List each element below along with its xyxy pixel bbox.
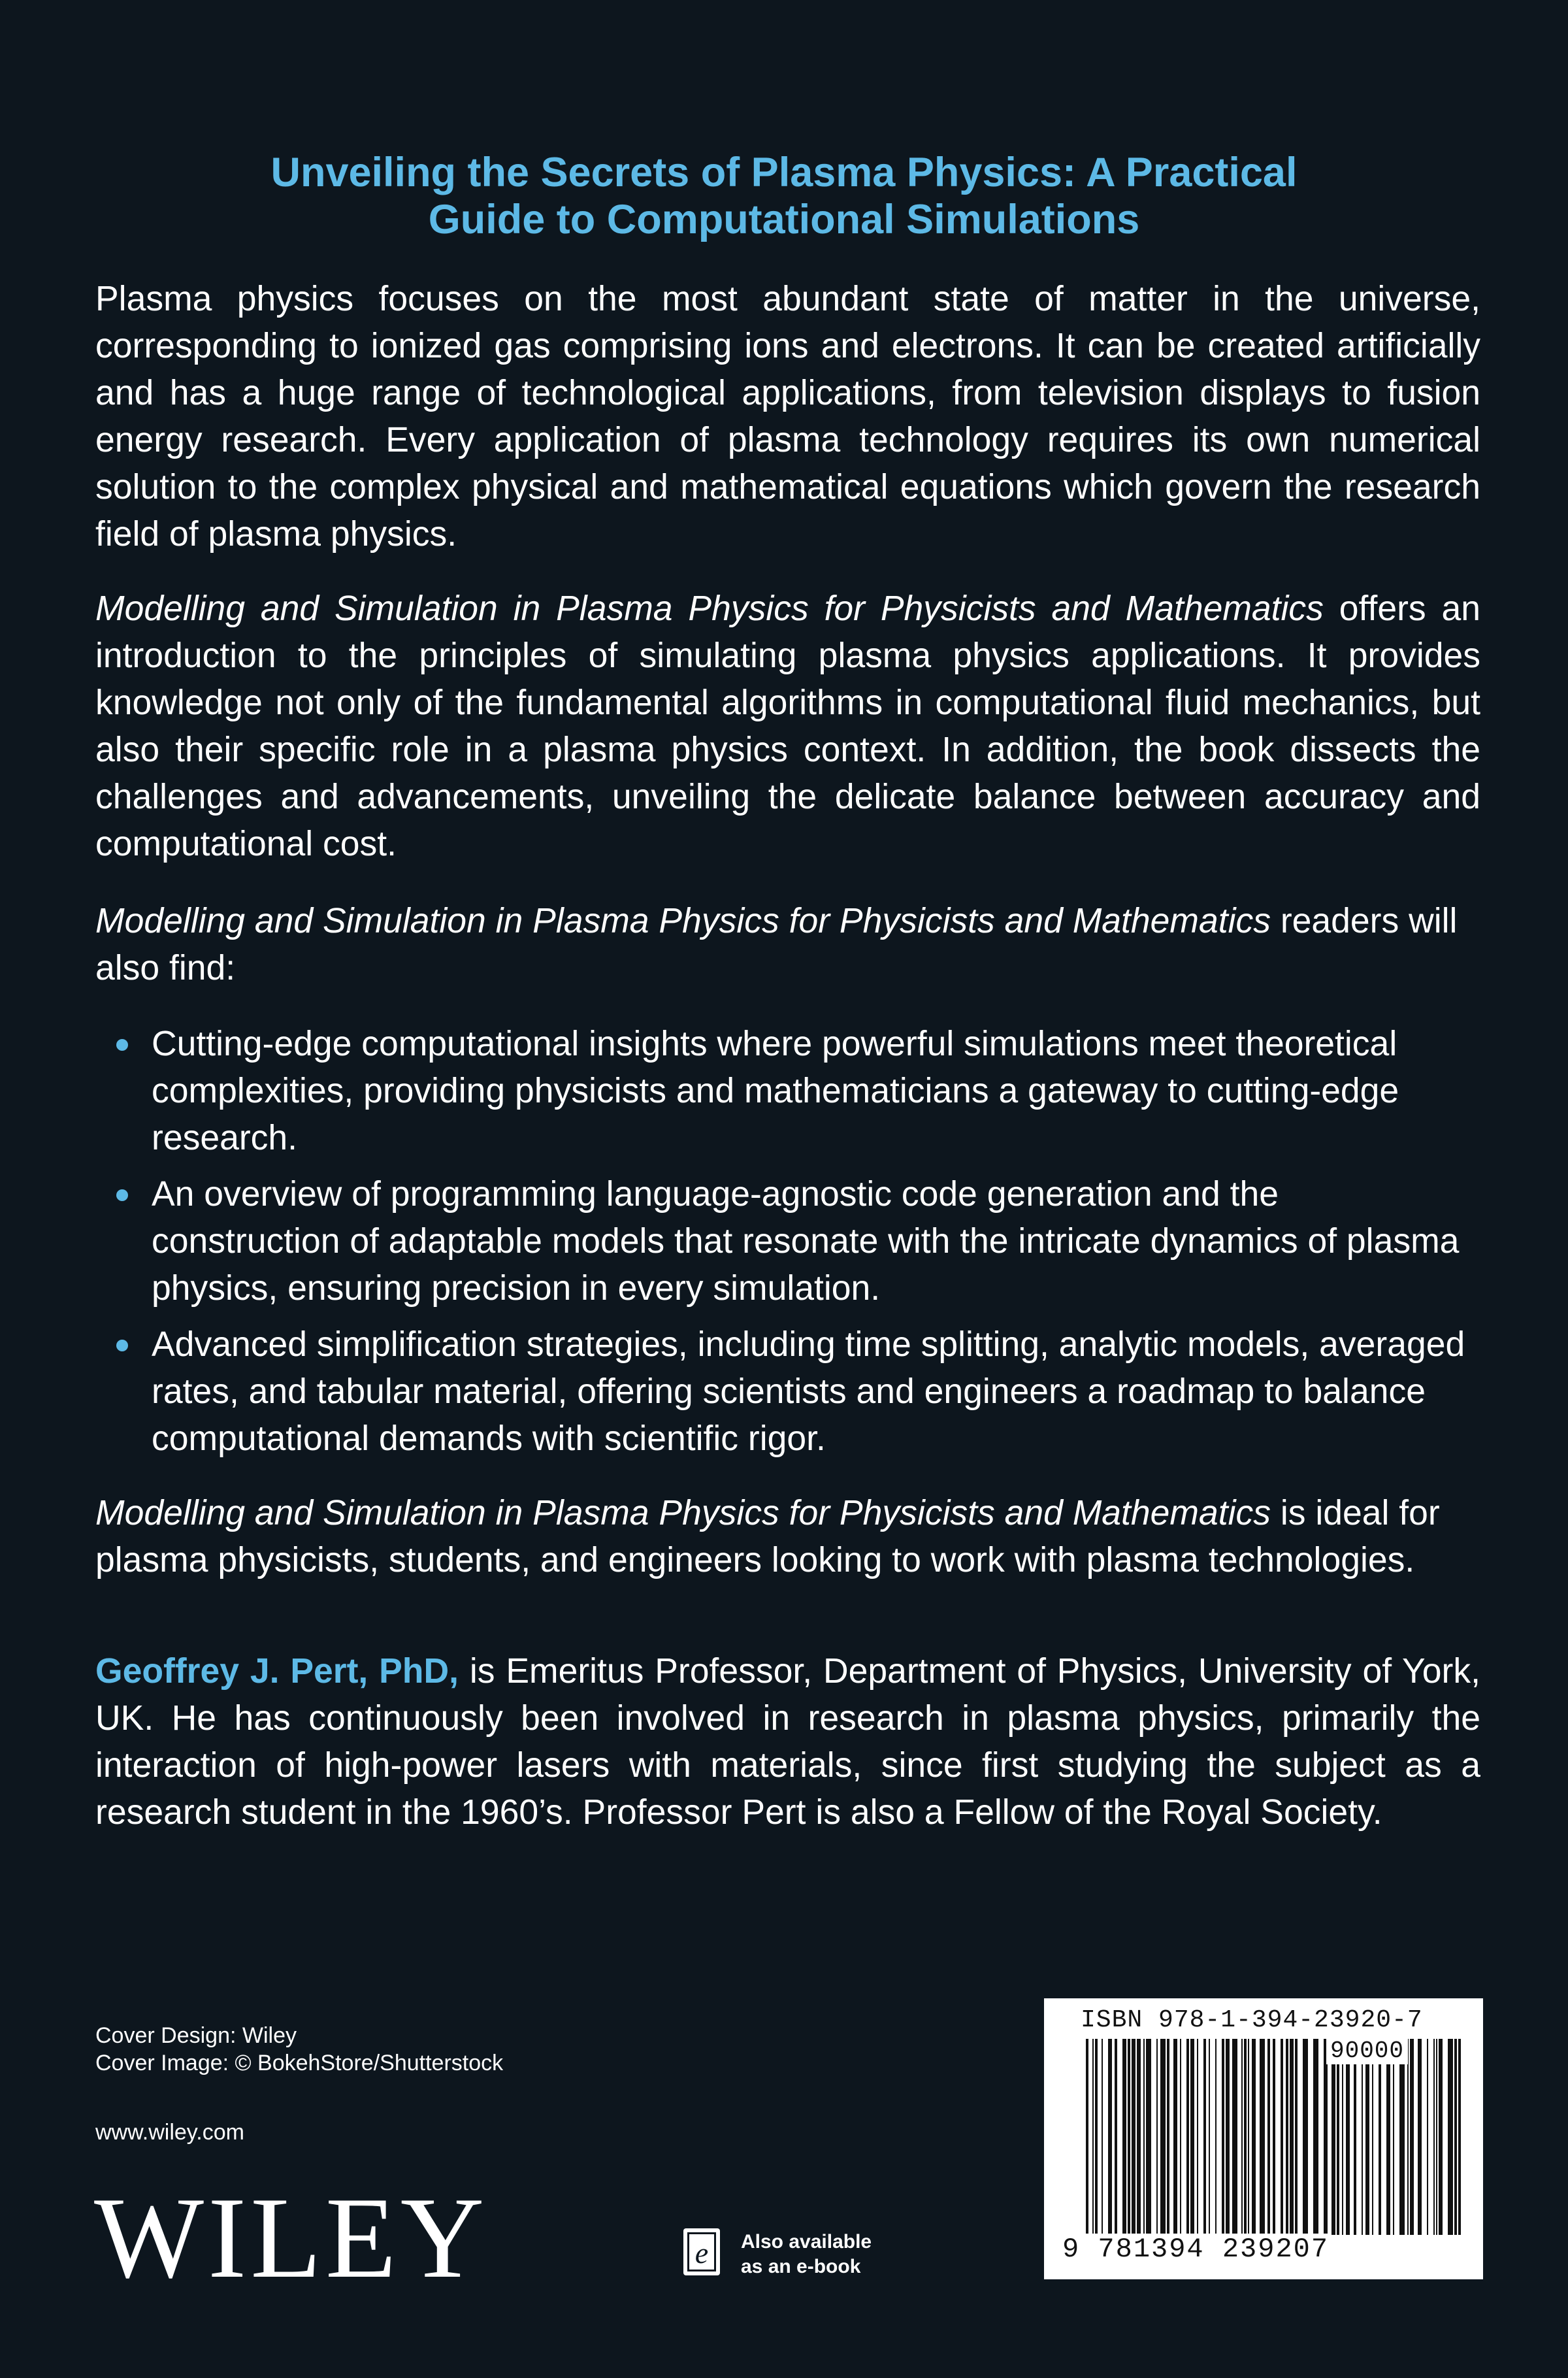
barcode-bar [1143,2039,1145,2235]
book-title-italic: Modelling and Simulation in Plasma Physics for Physicists and Mathematics [95,902,1271,940]
description-paragraph [95,586,1480,868]
barcode-bar [1433,2039,1435,2235]
barcode-bar [1197,2039,1198,2235]
intro-text: Plasma physics focuses on the most abundant state of matter in the universe, corresponding to ionized gas comprising ions and electrons. It can be created artificially and has a huge range of technological applications, from television displays to fusion energy research. Every application of plasma technology requires its own numerical solution to the complex physical and mathematical equations which govern the research field of plasma physics. [95,280,1480,553]
barcode-bar [1362,2039,1363,2235]
feature-list [95,1021,1467,1472]
list-item-text: Cutting-edge computational insights where powerful simulations meet theoretical complexities, providing physicists and mathematicians a gateway to cutting-edge research. [152,1025,1399,1157]
barcode-bar [1303,2039,1308,2235]
author-bio [95,1648,1480,1836]
barcode-bar [1273,2039,1275,2235]
barcode-bar [1313,2039,1318,2235]
barcode-bar [1128,2039,1130,2235]
book-title-italic: Modelling and Simulation in Plasma Physics for Physicists and Mathematics [95,589,1324,628]
bullet-dot-icon [116,1039,128,1051]
description-text: offers an introduction to the principles of simulating plasma physics applications. It provides knowledge not only of the fundamental algorithms in computational fluid mechanics, but also their specific role in a plasma physics context. In addition, the book dissects the challenges and advancements, unveiling the delicate balance between accuracy and computational cost. [95,589,1481,863]
author-bio-text: is Emeritus Professor, Department of Physics, University of York, UK. He has continuously been involved in research in plasma physics, primarily the interaction of high-power lasers with materials, since first studying the subject as a research student in the 1960’s. Professor Pert is also a Fellow of the Royal Society. [95,1652,1480,1832]
headline-line-2: Guide to Computational Simulations [428,197,1140,242]
list-item [95,1321,1467,1462]
barcode-bar [1244,2039,1247,2235]
svg-text:e: e [694,2236,709,2270]
barcode-bar [1260,2039,1265,2235]
barcode-bar [1286,2039,1288,2235]
barcode-bar [1252,2039,1256,2235]
intro-paragraph [95,276,1480,558]
barcode-bar [1086,2039,1088,2235]
barcode-bar [1407,2039,1409,2235]
barcode-bar [1226,2039,1230,2235]
barcode-bar [1439,2039,1443,2235]
cover-design-credit: Cover Design: Wiley [95,2023,297,2048]
publisher-website[interactable]: www.wiley.com [95,2120,244,2145]
barcode-bar [1156,2039,1158,2235]
ean-number: 9 781394 239207 [1060,2234,1331,2265]
ideal-text: is ideal for plasma physicists, students, and engineers looking to work with plasma technologies. [95,1494,1440,1579]
wiley-logo: WILEY [94,2173,489,2302]
barcode-bar [1331,2039,1335,2235]
barcode-bar [1337,2039,1339,2235]
isbn-barcode [1044,1998,1483,2279]
barcode-bar [1346,2039,1350,2235]
list-item [95,1171,1467,1312]
barcode-bar [1458,2039,1461,2235]
barcode-bar [1393,2039,1394,2235]
barcode-bar [1122,2039,1126,2235]
book-title-italic: Modelling and Simulation in Plasma Physics for Physicists and Mathematics [95,1494,1271,1532]
headline-line-1: Unveiling the Secrets of Plasma Physics: A Practical [270,150,1298,195]
barcode-bar [1115,2039,1117,2235]
barcode-bar [1372,2039,1373,2235]
e-book-icon [682,2227,721,2277]
list-item-text: An overview of programming language-agnostic code generation and the construction of adaptable models that resonate with the intricate dynamics of plasma physics, ensuring precision in every simulation. [152,1175,1460,1308]
barcode-bar [1146,2039,1151,2235]
barcode-bar [1427,2039,1428,2235]
barcode-bar [1222,2039,1224,2235]
barcode-bar [1173,2039,1177,2235]
barcode-bar [1281,2039,1283,2235]
barcode-bar [1095,2039,1098,2235]
barcode-bar [1267,2039,1270,2235]
barcode-bar [1410,2039,1414,2235]
ebook-line-2: as an e-book [741,2256,861,2277]
barcode-bars [1086,2039,1465,2235]
barcode-bar [1324,2039,1328,2235]
barcode-bar [1092,2039,1094,2235]
barcode-bar [1215,2039,1217,2235]
barcode-bar [1379,2039,1381,2235]
barcode-bar [1186,2039,1189,2235]
barcode-bar [1448,2039,1453,2235]
barcode-bar [1132,2039,1135,2235]
list-item [95,1021,1467,1162]
cover-image-credit: Cover Image: © BokehStore/Shutterstock [95,2051,504,2075]
barcode-bar [1190,2039,1194,2235]
ebook-line-1: Also available [741,2231,872,2253]
barcode-bar [1137,2039,1141,2235]
barcode-bar [1386,2039,1390,2235]
author-name: Geoffrey J. Pert, PhD, [95,1652,459,1691]
barcode-bar [1180,2039,1181,2235]
barcode-bar [1354,2039,1356,2235]
bullet-dot-icon [116,1189,128,1201]
barcode-bar [1290,2039,1294,2235]
barcode-bar [1160,2039,1166,2235]
barcode-bar [1167,2039,1169,2235]
barcode-bar [1436,2039,1437,2235]
price-code: 90000 [1326,2038,1408,2064]
barcode-bar [1399,2039,1405,2235]
ideal-paragraph [95,1490,1480,1584]
barcode-bar [1248,2039,1249,2235]
barcode-bar [1418,2039,1422,2235]
barcode-bar [1203,2039,1206,2235]
barcode-bar [1209,2039,1210,2235]
barcode-bar [1102,2039,1103,2235]
barcode-bar [1232,2039,1237,2235]
barcode-bar [1295,2039,1298,2235]
ebook-availability [741,2230,872,2279]
barcode-bar [1108,2039,1112,2235]
headline [98,149,1470,243]
find-paragraph [95,898,1480,992]
list-item-text: Advanced simplification strategies, including time splitting, analytic models, averaged rates, and tabular material, offering scientists and engineers a roadmap to balance computational demands with scientific rigor. [152,1325,1465,1458]
isbn-number: ISBN 978-1-394-23920-7 [1081,2006,1423,2034]
barcode-bar [1454,2039,1457,2235]
barcode-bar [1241,2039,1243,2235]
cover-credits [95,2022,503,2077]
find-text: readers will also find: [95,902,1458,987]
bullet-dot-icon [116,1340,128,1351]
barcode-bar [1342,2039,1343,2235]
barcode-bar [1365,2039,1369,2235]
